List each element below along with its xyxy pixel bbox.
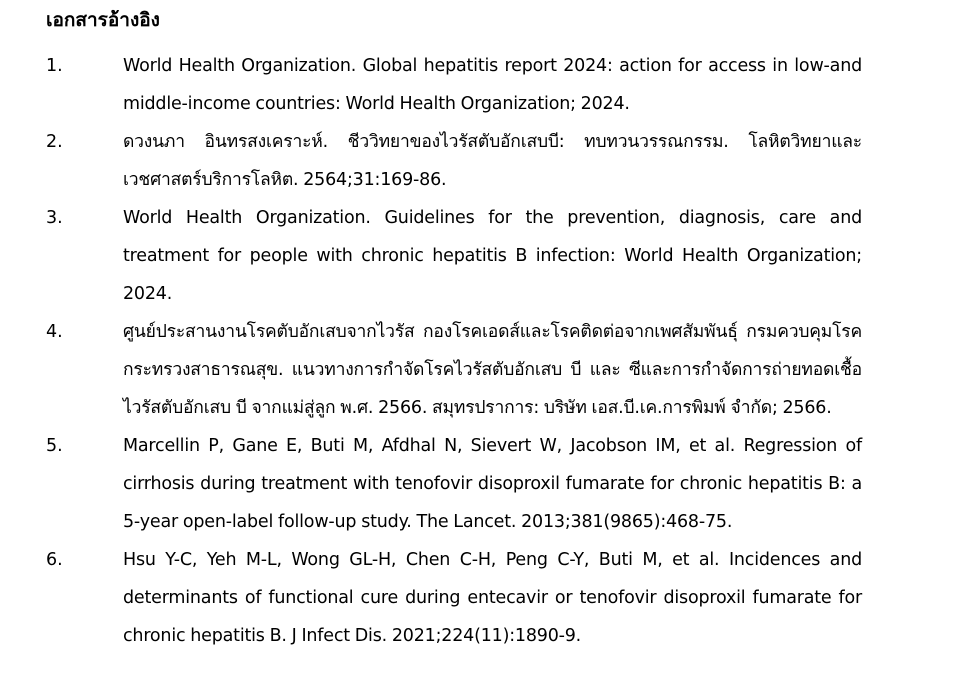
reference-item xyxy=(46,541,862,655)
reference-item xyxy=(46,47,862,123)
reference-item xyxy=(46,313,862,427)
reference-item xyxy=(46,427,862,541)
reference-number: 4. xyxy=(46,322,63,342)
reference-text: World Health Organization. Global hepatitis report 2024: action for access in low-and middle-income countries: World Health Organization; 2024. xyxy=(123,56,862,114)
reference-text: World Health Organization. Guidelines for the prevention, diagnosis, care and treatment for people with chronic hepatitis B infection: World Health Organization; 2024. xyxy=(123,208,862,304)
reference-number: 2. xyxy=(46,132,63,152)
reference-text: ศูนย์ประสานงานโรคตับอักเสบจากไวรัส กองโรคเอดส์และโรคติดต่อจากเพศสัมพันธุ์ กรมควบคุมโรค กระทรวงสาธารณสุข. แนวทางการกำจัดโรคไวรัสตับอักเสบ บี และ ซีและการกำจัดการถ่ายทอดเชื้อไวรัสตับอักเสบ บี จากแม่สู่ลูก พ.ศ. 2566. สมุทรปราการ: บริษัท เอส.บี.เค.การพิมพ์ จำกัด; 2566. xyxy=(123,322,862,418)
reference-number: 1. xyxy=(46,56,63,76)
reference-number: 6. xyxy=(46,550,63,570)
reference-text: ดวงนภา อินทรสงเคราะห์. ชีววิทยาของไวรัสตับอักเสบบี: ทบทวนวรรณกรรม. โลหิตวิทยาและเวชศาสตร์บริการโลหิต. 2564;31:169-86. xyxy=(123,132,862,190)
reference-item xyxy=(46,123,862,199)
reference-number: 5. xyxy=(46,436,63,456)
reference-text: Marcellin P, Gane E, Buti M, Afdhal N, Sievert W, Jacobson IM, et al. Regression of cirrhosis during treatment with tenofovir disoproxil fumarate for chronic hepatitis B: a 5-year open-label follow-up study. The Lancet. 2013;381(9865):468-75. xyxy=(123,436,862,532)
reference-item xyxy=(46,199,862,313)
reference-number: 3. xyxy=(46,208,63,228)
reference-text: Hsu Y-C, Yeh M-L, Wong GL-H, Chen C-H, Peng C-Y, Buti M, et al. Incidences and determinants of functional cure during entecavir or tenofovir disoproxil fumarate for chronic hepatitis B. J Infect Dis. 2021;224(11):1890-9. xyxy=(123,550,862,646)
reference-list xyxy=(46,47,862,655)
references-heading: เอกสารอ้างอิง xyxy=(46,9,160,31)
